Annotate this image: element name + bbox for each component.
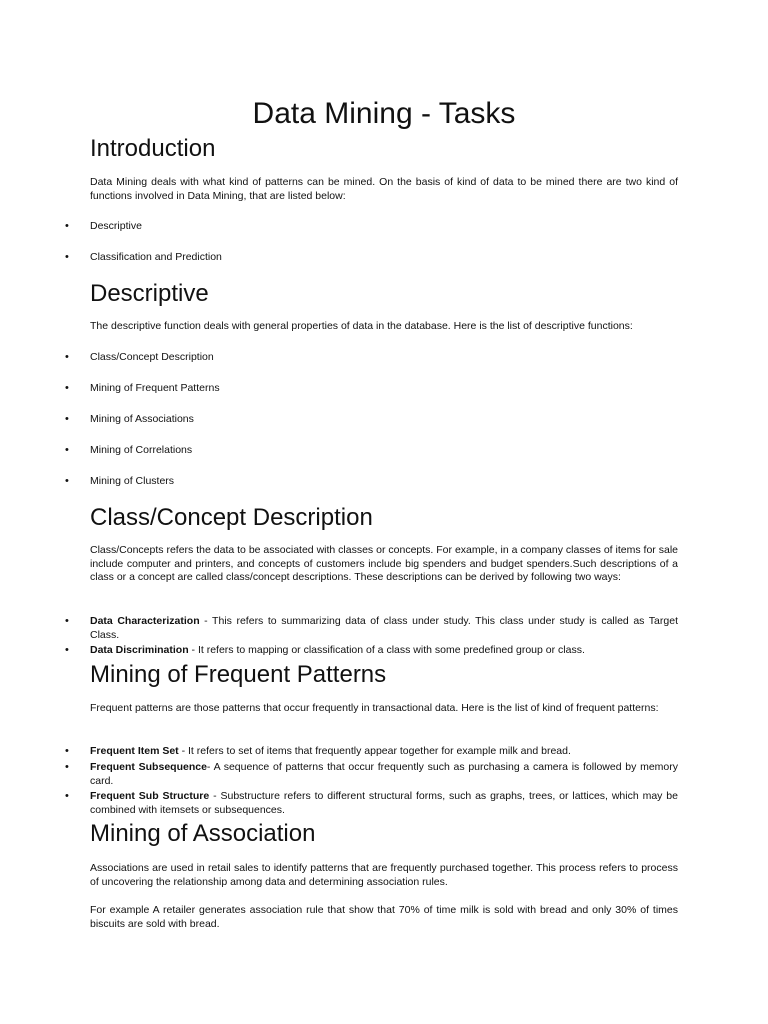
bullet-icon: • (65, 351, 69, 363)
bullet-icon: • (65, 644, 69, 656)
heading-frequent-patterns: Mining of Frequent Patterns (90, 661, 387, 688)
list-item (90, 790, 678, 817)
descriptive-paragraph: The descriptive function deals with general properties of data in the database. Here is the list of descriptive functions: (90, 320, 633, 332)
association-paragraph-1: Associations are used in retail sales to identify patterns that are frequently purchased together. This process refers to process of uncovering the relationship among data and determining association rules. (90, 862, 678, 888)
list-item: Mining of Clusters (90, 475, 175, 487)
heading-class-concept: Class/Concept Description (90, 504, 373, 531)
bullet-icon: • (65, 413, 69, 425)
list-item: Mining of Frequent Patterns (90, 382, 220, 394)
list-item (90, 761, 678, 788)
bullet-icon: • (65, 615, 69, 627)
intro-paragraph: Data Mining deals with what kind of patterns can be mined. On the basis of kind of data to be mined there are two kind of functions involved in Data Mining, that are listed below: (90, 176, 678, 202)
bullet-icon: • (65, 745, 69, 757)
bullet-icon: • (65, 790, 69, 802)
list-item (90, 644, 678, 658)
list-item: Mining of Correlations (90, 444, 193, 456)
bullet-icon: • (65, 382, 69, 394)
bullet-icon: • (65, 220, 69, 232)
term: Frequent Sub Structure (90, 790, 210, 802)
page-title: Data Mining - Tasks (252, 97, 516, 130)
heading-descriptive: Descriptive (90, 280, 209, 307)
definition: - This refers to summarizing data of class under study. This class under study is called as Target Class. (90, 615, 678, 641)
bullet-icon: • (65, 761, 69, 773)
term: Frequent Item Set (90, 745, 179, 757)
list-item: Classification and Prediction (90, 251, 222, 263)
list-item (90, 615, 678, 642)
definition: - It refers to mapping or classification of a class with some predefined group or class. (188, 644, 585, 656)
term: Frequent Subsequence (90, 761, 207, 773)
definition: - A sequence of patterns that occur frequently such as purchasing a camera is followed by memory card. (90, 761, 679, 787)
bullet-icon: • (65, 475, 69, 487)
definition: - Substructure refers to different structural forms, such as graphs, trees, or lattices, which may be combined with itemsets or subsequences. (90, 790, 678, 816)
bullet-icon: • (65, 251, 69, 263)
heading-introduction: Introduction (90, 135, 216, 162)
class-concept-paragraph: Class/Concepts refers the data to be associated with classes or concepts. For example, in a company classes of items for sale include computer and printers, and concepts of customers include big spenders and budget spenders.Such descriptions of a class or a concept are called class/concept descriptions. These descriptions can be derived by following two ways: (90, 544, 678, 584)
term: Data Discrimination (90, 644, 189, 656)
term: Data Characterization (90, 615, 200, 627)
list-item: Class/Concept Description (90, 351, 214, 363)
association-paragraph-2: For example A retailer generates association rule that show that 70% of time milk is sold with bread and only 30% of times biscuits are sold with bread. (90, 904, 678, 930)
definition: - It refers to set of items that frequently appear together for example milk and bread. (178, 745, 571, 757)
list-item: Descriptive (90, 220, 142, 232)
bullet-icon: • (65, 444, 69, 456)
list-item (90, 745, 678, 759)
list-item: Mining of Associations (90, 413, 194, 425)
heading-association: Mining of Association (90, 820, 316, 847)
frequent-paragraph: Frequent patterns are those patterns that occur frequently in transactional data. Here is the list of kind of frequent patterns: (90, 702, 659, 714)
